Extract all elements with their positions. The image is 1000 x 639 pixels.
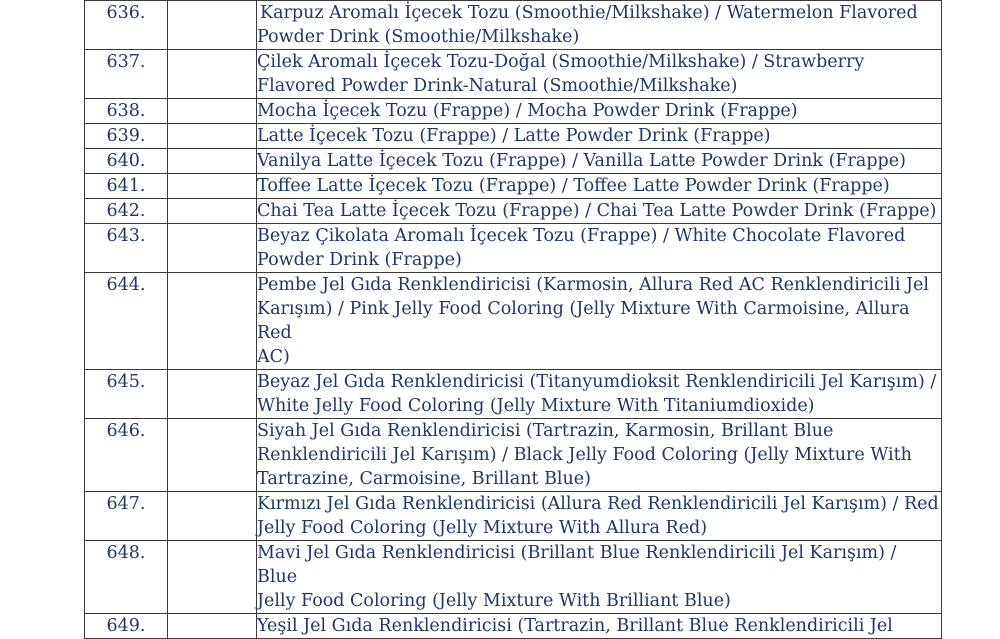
empty-cell bbox=[168, 541, 257, 614]
description-line: Powder Drink (Frappe) bbox=[257, 250, 462, 270]
product-description bbox=[257, 149, 942, 174]
row-number: 641. bbox=[85, 174, 168, 199]
description-line: Kırmızı Jel Gıda Renklendiricisi (Allura Red Renklendiricili Jel Karışım) / Red bbox=[257, 494, 939, 514]
product-description bbox=[257, 199, 942, 224]
table-row bbox=[85, 224, 942, 273]
row-number: 646. bbox=[85, 419, 168, 492]
product-description bbox=[257, 492, 942, 541]
description-line: Karpuz Aromalı İçecek Tozu (Smoothie/Milkshake) / Watermelon Flavored bbox=[260, 3, 918, 23]
product-description bbox=[257, 224, 942, 273]
table-row bbox=[85, 492, 942, 541]
row-number: 644. bbox=[85, 273, 168, 370]
product-description bbox=[257, 50, 942, 99]
row-number: 638. bbox=[85, 99, 168, 124]
empty-cell bbox=[168, 224, 257, 273]
table-row bbox=[85, 174, 942, 199]
table-row bbox=[85, 419, 942, 492]
table-row bbox=[85, 1, 942, 50]
description-line: Chai Tea Latte İçecek Tozu (Frappe) / Chai Tea Latte Powder Drink (Frappe) bbox=[257, 201, 937, 221]
empty-cell bbox=[168, 50, 257, 99]
description-line: Karışım) / Pink Jelly Food Coloring (Jelly Mixture With Carmoisine, Allura Red bbox=[257, 299, 910, 343]
product-description bbox=[257, 99, 942, 124]
table-row bbox=[85, 99, 942, 124]
description-line: Flavored Powder Drink-Natural (Smoothie/Milkshake) bbox=[257, 76, 738, 96]
table-body bbox=[85, 1, 942, 639]
description-line: Renklendiricili Jel Karışım) / Black Jelly Food Coloring (Jelly Mixture With bbox=[257, 445, 912, 465]
description-line: Mocha İçecek Tozu (Frappe) / Mocha Powder Drink (Frappe) bbox=[257, 101, 798, 121]
product-list-table bbox=[84, 0, 942, 639]
empty-cell bbox=[168, 149, 257, 174]
table-row bbox=[85, 273, 942, 370]
empty-cell bbox=[168, 273, 257, 370]
product-description bbox=[257, 1, 942, 50]
description-line: White Jelly Food Coloring (Jelly Mixture With Titaniumdioxide) bbox=[257, 396, 815, 416]
product-description bbox=[257, 370, 942, 419]
row-number: 640. bbox=[85, 149, 168, 174]
description-line: Jelly Food Coloring (Jelly Mixture With Brilliant Blue) bbox=[257, 591, 731, 611]
table-row bbox=[85, 541, 942, 614]
description-line: Beyaz Çikolata Aromalı İçecek Tozu (Frappe) / White Chocolate Flavored bbox=[257, 226, 906, 246]
table-row bbox=[85, 199, 942, 224]
empty-cell bbox=[168, 614, 257, 639]
row-number: 648. bbox=[85, 541, 168, 614]
description-line: Latte İçecek Tozu (Frappe) / Latte Powder Drink (Frappe) bbox=[257, 126, 771, 146]
empty-cell bbox=[168, 492, 257, 541]
description-line: Çilek Aromalı İçecek Tozu-Doğal (Smoothie/Milkshake) / Strawberry bbox=[257, 52, 865, 72]
product-description bbox=[257, 124, 942, 149]
row-number: 645. bbox=[85, 370, 168, 419]
row-number: 647. bbox=[85, 492, 168, 541]
row-number: 642. bbox=[85, 199, 168, 224]
table-row bbox=[85, 370, 942, 419]
empty-cell bbox=[168, 199, 257, 224]
product-description bbox=[257, 541, 942, 614]
description-line: Siyah Jel Gıda Renklendiricisi (Tartrazin, Karmosin, Brillant Blue bbox=[257, 421, 834, 441]
row-number: 639. bbox=[85, 124, 168, 149]
description-line: Jelly Food Coloring (Jelly Mixture With Allura Red) bbox=[257, 518, 708, 538]
empty-cell bbox=[168, 99, 257, 124]
description-line: Beyaz Jel Gıda Renklendiricisi (Titanyumdioksit Renklendiricili Jel Karışım) / bbox=[257, 372, 937, 392]
row-number: 643. bbox=[85, 224, 168, 273]
empty-cell bbox=[168, 124, 257, 149]
description-line: AC) bbox=[257, 347, 290, 367]
description-line: Mavi Jel Gıda Renklendiricisi (Brillant Blue Renklendiricili Jel Karışım) / Blue bbox=[257, 543, 897, 587]
table-row bbox=[85, 614, 942, 639]
empty-cell bbox=[168, 370, 257, 419]
description-line: Tartrazine, Carmoisine, Brillant Blue) bbox=[257, 469, 591, 489]
row-number: 649. bbox=[85, 614, 168, 639]
table-row bbox=[85, 50, 942, 99]
description-line: Toffee Latte İçecek Tozu (Frappe) / Toffee Latte Powder Drink (Frappe) bbox=[257, 176, 890, 196]
table-row bbox=[85, 149, 942, 174]
description-line: Vanilya Latte İçecek Tozu (Frappe) / Vanilla Latte Powder Drink (Frappe) bbox=[257, 151, 906, 171]
product-description bbox=[257, 174, 942, 199]
empty-cell bbox=[168, 419, 257, 492]
row-number: 637. bbox=[85, 50, 168, 99]
description-line: Yeşil Jel Gıda Renklendiricisi (Tartrazin, Brillant Blue Renklendiricili Jel bbox=[257, 616, 893, 636]
product-description bbox=[257, 419, 942, 492]
empty-cell bbox=[168, 174, 257, 199]
table-row bbox=[85, 124, 942, 149]
description-line: Powder Drink (Smoothie/Milkshake) bbox=[257, 27, 580, 47]
product-description bbox=[257, 614, 942, 639]
empty-cell bbox=[168, 1, 257, 50]
description-line: Pembe Jel Gıda Renklendiricisi (Karmosin, Allura Red AC Renklendiricili Jel bbox=[257, 275, 929, 295]
product-description bbox=[257, 273, 942, 370]
row-number: 636. bbox=[85, 1, 168, 50]
